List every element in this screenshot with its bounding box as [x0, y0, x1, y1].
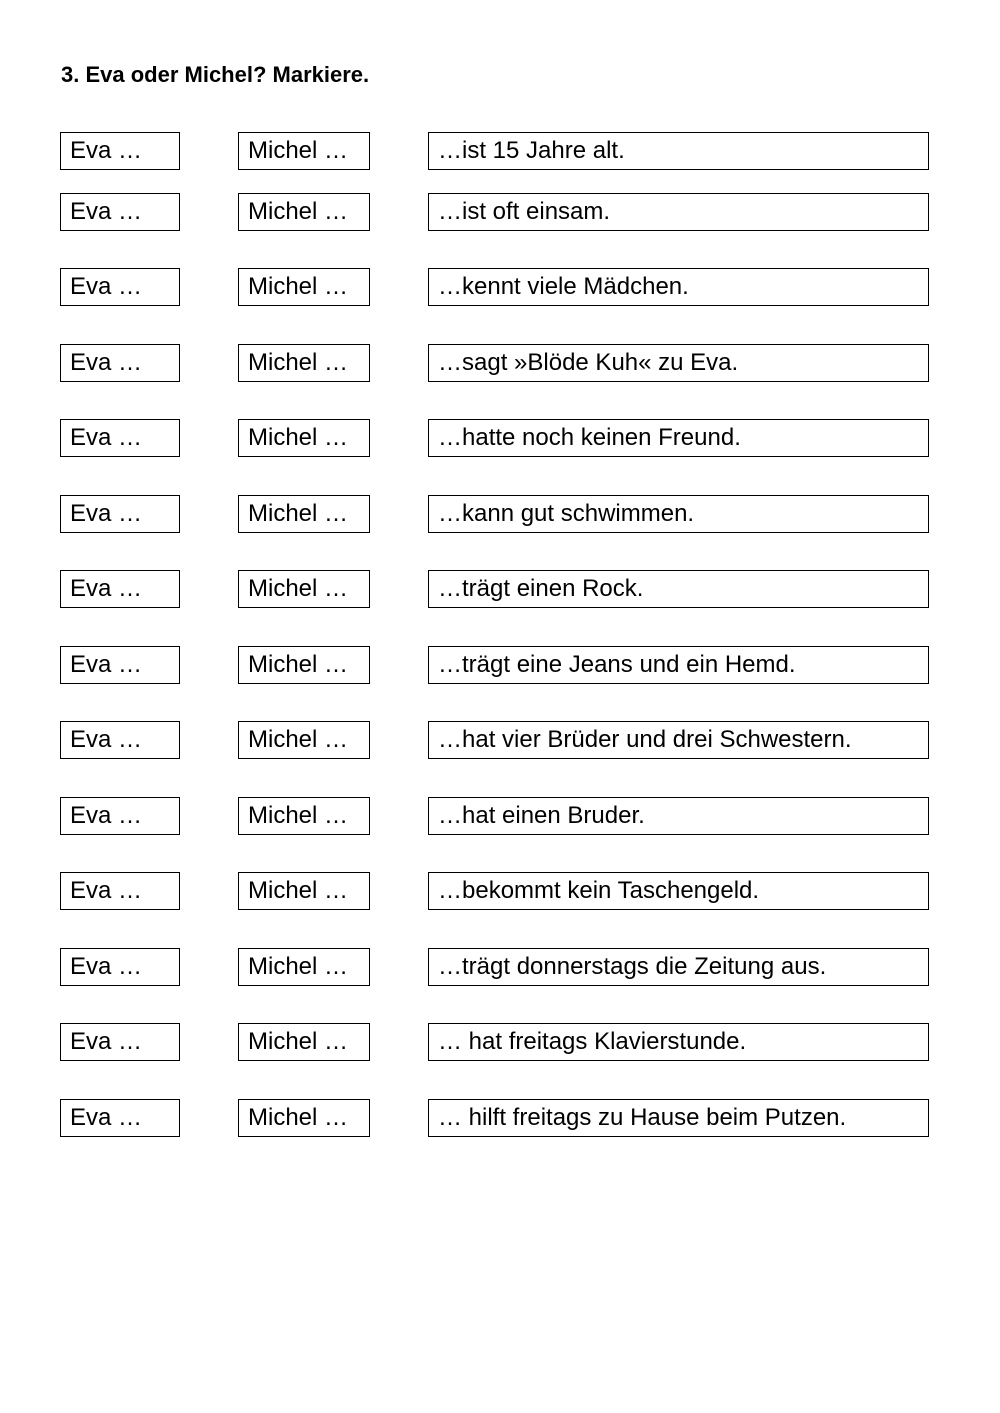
- exercise-row: [0, 1023, 1000, 1061]
- michel-option-button[interactable]: Michel …: [238, 646, 370, 684]
- exercise-row: [0, 797, 1000, 835]
- statement-box: …hat einen Bruder.: [428, 797, 929, 835]
- exercise-row: [0, 419, 1000, 457]
- statement-box: …ist 15 Jahre alt.: [428, 132, 929, 170]
- statement-box: …sagt »Blöde Kuh« zu Eva.: [428, 344, 929, 382]
- eva-option-button[interactable]: Eva …: [60, 570, 180, 608]
- michel-option-button[interactable]: Michel …: [238, 948, 370, 986]
- exercise-row: [0, 193, 1000, 231]
- michel-option-button[interactable]: Michel …: [238, 344, 370, 382]
- statement-box: …trägt eine Jeans und ein Hemd.: [428, 646, 929, 684]
- eva-option-button[interactable]: Eva …: [60, 344, 180, 382]
- eva-option-button[interactable]: Eva …: [60, 1023, 180, 1061]
- eva-option-button[interactable]: Eva …: [60, 646, 180, 684]
- statement-box: …trägt einen Rock.: [428, 570, 929, 608]
- michel-option-button[interactable]: Michel …: [238, 570, 370, 608]
- statement-box: …kann gut schwimmen.: [428, 495, 929, 533]
- exercise-row: [0, 721, 1000, 759]
- michel-option-button[interactable]: Michel …: [238, 721, 370, 759]
- eva-option-button[interactable]: Eva …: [60, 495, 180, 533]
- exercise-row: [0, 948, 1000, 986]
- michel-option-button[interactable]: Michel …: [238, 495, 370, 533]
- statement-box: …bekommt kein Taschengeld.: [428, 872, 929, 910]
- eva-option-button[interactable]: Eva …: [60, 1099, 180, 1137]
- exercise-row: [0, 646, 1000, 684]
- statement-box: … hilft freitags zu Hause beim Putzen.: [428, 1099, 929, 1137]
- michel-option-button[interactable]: Michel …: [238, 872, 370, 910]
- michel-option-button[interactable]: Michel …: [238, 797, 370, 835]
- exercise-row: [0, 872, 1000, 910]
- statement-box: …ist oft einsam.: [428, 193, 929, 231]
- exercise-row: [0, 344, 1000, 382]
- michel-option-button[interactable]: Michel …: [238, 1099, 370, 1137]
- michel-option-button[interactable]: Michel …: [238, 268, 370, 306]
- michel-option-button[interactable]: Michel …: [238, 193, 370, 231]
- michel-option-button[interactable]: Michel …: [238, 132, 370, 170]
- michel-option-button[interactable]: Michel …: [238, 419, 370, 457]
- eva-option-button[interactable]: Eva …: [60, 193, 180, 231]
- eva-option-button[interactable]: Eva …: [60, 948, 180, 986]
- statement-box: …hatte noch keinen Freund.: [428, 419, 929, 457]
- statement-box: …kennt viele Mädchen.: [428, 268, 929, 306]
- statement-box: … hat freitags Klavierstunde.: [428, 1023, 929, 1061]
- eva-option-button[interactable]: Eva …: [60, 872, 180, 910]
- statement-box: …hat vier Brüder und drei Schwestern.: [428, 721, 929, 759]
- michel-option-button[interactable]: Michel …: [238, 1023, 370, 1061]
- eva-option-button[interactable]: Eva …: [60, 132, 180, 170]
- statement-box: …trägt donnerstags die Zeitung aus.: [428, 948, 929, 986]
- exercise-title: 3. Eva oder Michel? Markiere.: [61, 62, 370, 87]
- eva-option-button[interactable]: Eva …: [60, 419, 180, 457]
- exercise-row: [0, 495, 1000, 533]
- exercise-row: [0, 132, 1000, 170]
- eva-option-button[interactable]: Eva …: [60, 721, 180, 759]
- exercise-row: [0, 268, 1000, 306]
- eva-option-button[interactable]: Eva …: [60, 268, 180, 306]
- exercise-row: [0, 1099, 1000, 1137]
- exercise-row: [0, 570, 1000, 608]
- eva-option-button[interactable]: Eva …: [60, 797, 180, 835]
